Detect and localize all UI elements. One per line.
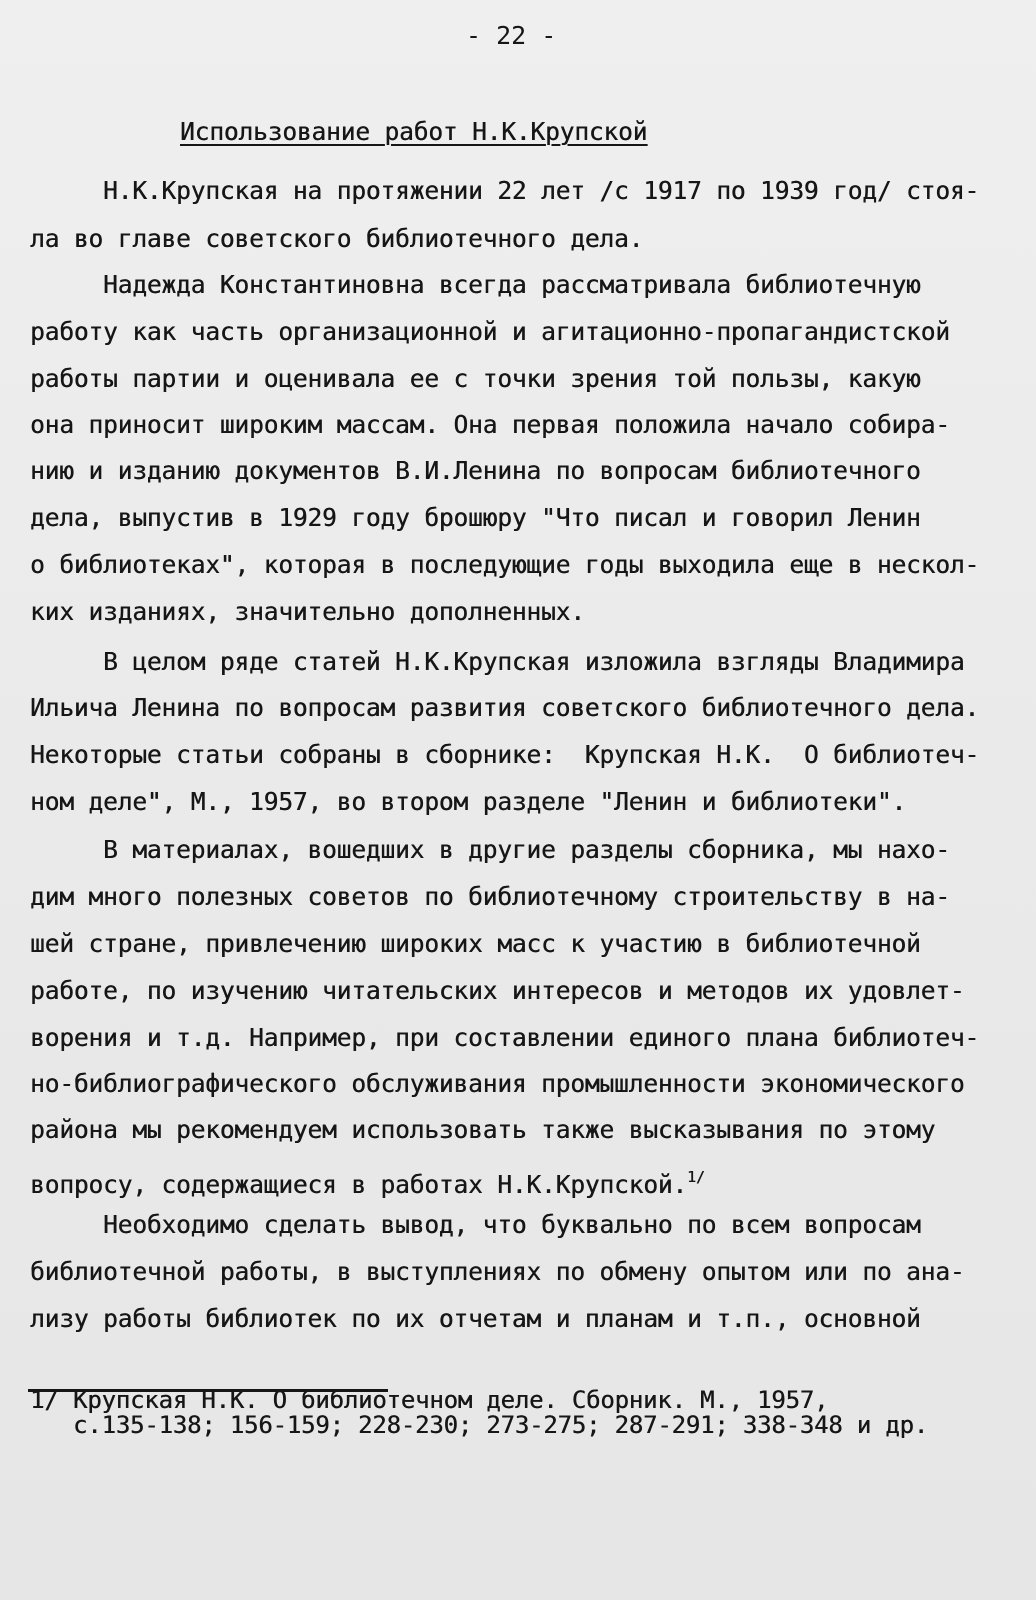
text-line: работу как часть организационной и агитационно-пропагандистской	[30, 317, 950, 346]
text-line: о библиотеках", которая в последующие годы выходила еще в нескол-	[30, 550, 980, 579]
text-line: ла во главе советского библиотечного дела.	[30, 224, 644, 253]
text-line	[30, 1162, 705, 1200]
footnote-text-line-1: Крупская Н.К. О библиотечном деле. Сборник. М., 1957,	[73, 1386, 829, 1414]
text-line: ном деле", М., 1957, во втором разделе "Ленин и библиотеки".	[30, 787, 907, 816]
footnote-marker-bottom: 1/	[30, 1386, 59, 1414]
text-line: нию и изданию документов В.И.Ленина по вопросам библиотечного	[30, 456, 921, 485]
text-line: Некоторые статьи собраны в сборнике: Крупская Н.К. О библиотеч-	[30, 740, 980, 769]
text-line-content: вопросу, содержащиеся в работах Н.К.Крупской.	[30, 1170, 688, 1199]
text-line: Ильича Ленина по вопросам развития советского библиотечного дела.	[30, 693, 980, 722]
text-line: работе, по изучению читательских интересов и методов их удовлет-	[30, 976, 965, 1005]
text-line: шей стране, привлечению широких масс к участию в библиотечной	[30, 929, 921, 958]
page-number: - 22 -	[466, 21, 557, 50]
section-heading: Использование работ Н.К.Крупской	[180, 117, 648, 146]
text-line: Необходимо сделать вывод, что буквально по всем вопросам	[103, 1210, 921, 1239]
text-line: дим много полезных советов по библиотечному строительству в на-	[30, 882, 950, 911]
text-line: ких изданиях, значительно дополненных.	[30, 597, 585, 626]
text-line: но-библиографического обслуживания промышленности экономического	[30, 1069, 965, 1098]
text-line: библиотечной работы, в выступлениях по обмену опытом или по ана-	[30, 1257, 965, 1286]
text-line: ворения и т.д. Например, при составлении единого плана библиотеч-	[30, 1023, 980, 1052]
text-line: района мы рекомендуем использовать также высказывания по этому	[30, 1115, 936, 1144]
text-line: дела, выпустив в 1929 году брошюру "Что писал и говорил Ленин	[30, 503, 921, 532]
footnote-text-line-2: с.135-138; 156-159; 228-230; 273-275; 287-291; 338-348 и др.	[73, 1411, 928, 1439]
text-line: работы партии и оценивала ее с точки зрения той пользы, какую	[30, 364, 921, 393]
text-line: она приносит широким массам. Она первая положила начало собира-	[30, 410, 950, 439]
footnote-marker: 1/	[687, 1168, 705, 1186]
text-line: В материалах, вошедших в другие разделы сборника, мы нахо-	[103, 835, 950, 864]
text-line: Надежда Константиновна всегда рассматривала библиотечную	[103, 270, 921, 299]
text-line: лизу работы библиотек по их отчетам и планам и т.п., основной	[30, 1304, 921, 1333]
text-line: Н.К.Крупская на протяжении 22 лет /с 1917 по 1939 год/ стоя-	[103, 176, 980, 205]
text-line: В целом ряде статей Н.К.Крупская изложила взгляды Владимира	[103, 647, 965, 676]
